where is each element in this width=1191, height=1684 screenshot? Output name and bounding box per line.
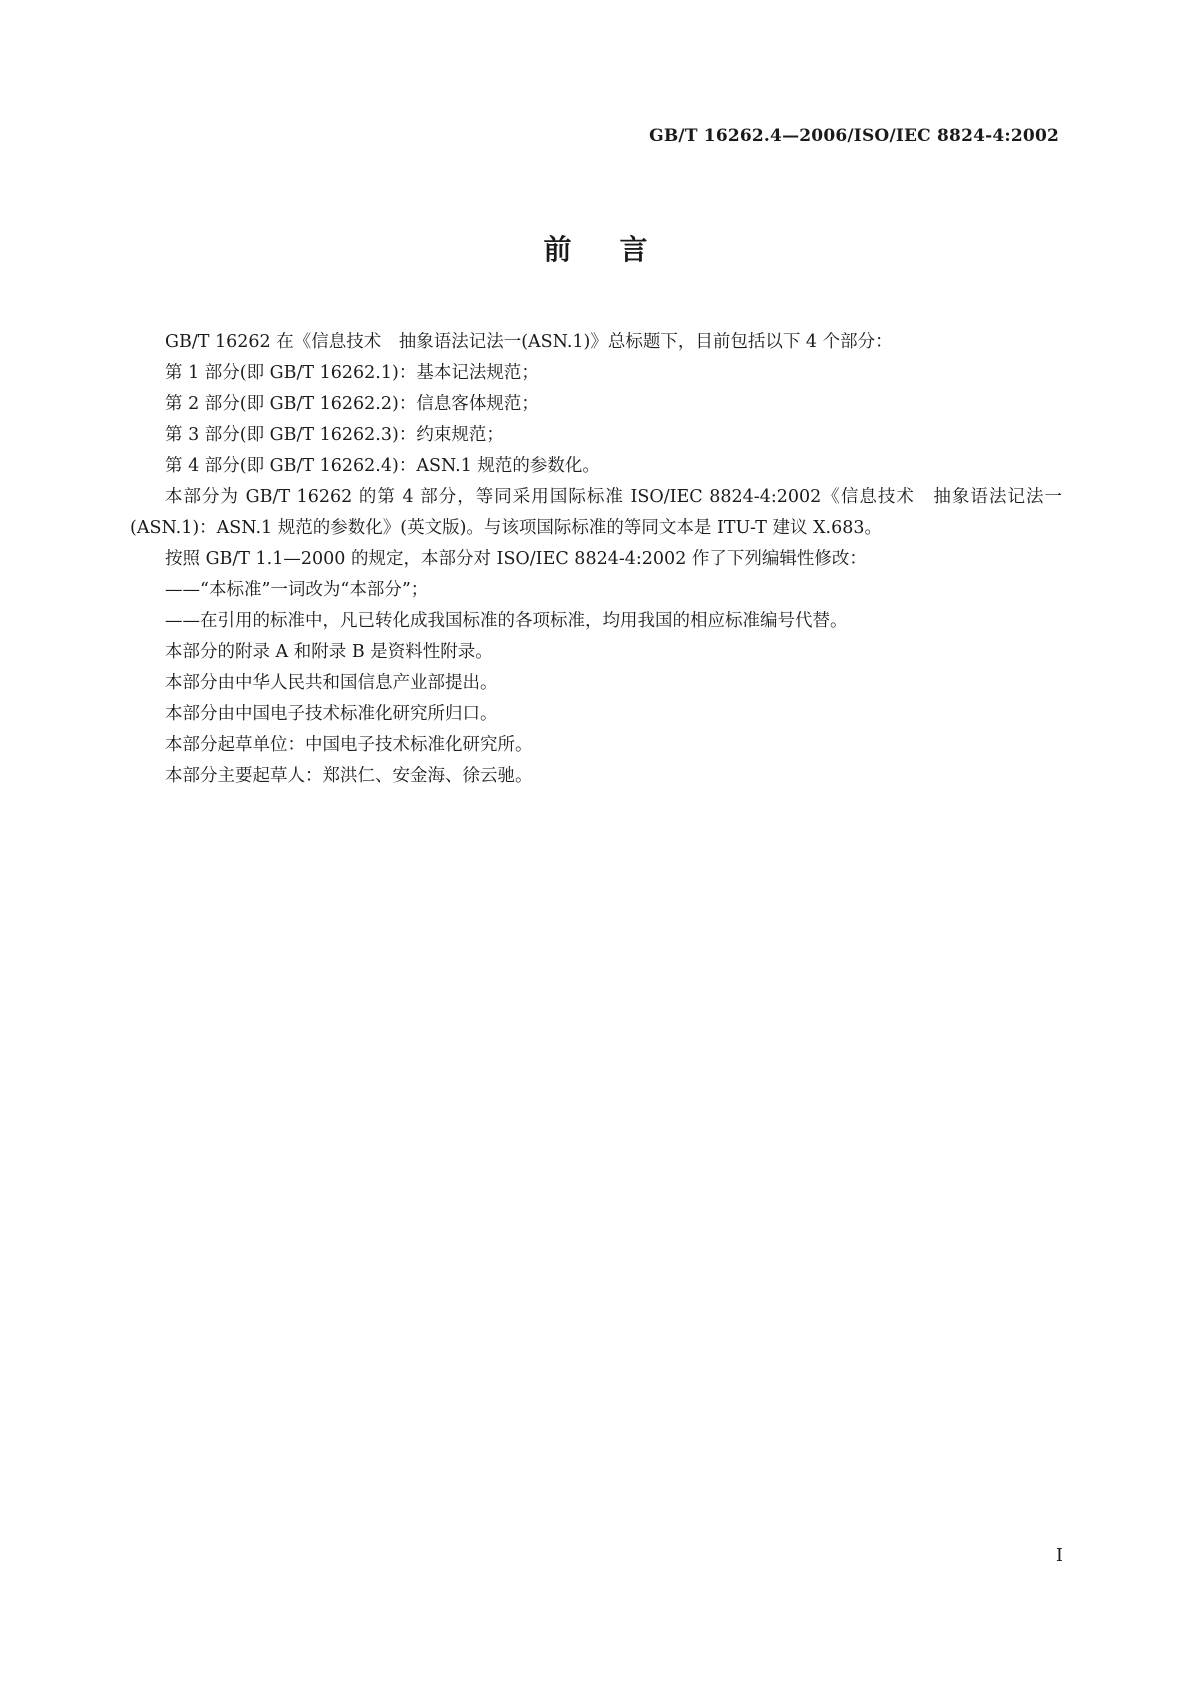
paragraph-drafting-unit: 本部分起草单位：中国电子技术标准化研究所。 bbox=[165, 735, 533, 755]
paragraph-centralized: 本部分由中国电子技术标准化研究所归口。 bbox=[165, 704, 498, 724]
paragraph-drafters: 本部分主要起草人：郑洪仁、安金海、徐云驰。 bbox=[165, 766, 533, 786]
paragraph-intro: GB/T 16262 在《信息技术 抽象语法记法一(ASN.1)》总标题下，目前包括以下 4 个部分： bbox=[165, 332, 893, 352]
paragraph-adoption: 本部分为 GB/T 16262 的第 4 部分，等同采用国际标准 ISO/IEC 8824-4:2002《信息技术 抽象语法记法一(ASN.1)：ASN.1 规范的参数化》(英文版)。与该项国际标准的等同文本是 ITU-T 建议 X.683。 bbox=[130, 487, 1062, 538]
paragraph-part-4: 第 4 部分(即 GB/T 16262.4)：ASN.1 规范的参数化。 bbox=[165, 456, 600, 476]
paragraph-part-2: 第 2 部分(即 GB/T 16262.2)：信息客体规范； bbox=[165, 394, 539, 414]
page-title: 前言 bbox=[543, 233, 696, 266]
paragraph-edit-2: ——在引用的标准中，凡已转化成我国标准的各项标准，均用我国的相应标准编号代替。 bbox=[165, 611, 848, 631]
standard-number-header: GB/T 16262.4—2006/ISO/IEC 8824-4:2002 bbox=[649, 126, 1059, 146]
paragraph-edit-1: ——“本标准”一词改为“本部分”； bbox=[165, 580, 429, 600]
paragraph-proposer: 本部分由中华人民共和国信息产业部提出。 bbox=[165, 673, 498, 693]
page-number: I bbox=[1055, 1545, 1063, 1566]
paragraph-edits-intro: 按照 GB/T 1.1—2000 的规定，本部分对 ISO/IEC 8824-4:2002 作了下列编辑性修改： bbox=[165, 549, 867, 569]
paragraph-part-1: 第 1 部分(即 GB/T 16262.1)：基本记法规范； bbox=[165, 363, 539, 383]
paragraph-part-3: 第 3 部分(即 GB/T 16262.3)：约束规范； bbox=[165, 425, 504, 445]
foreword-body bbox=[130, 327, 1062, 792]
paragraph-annex: 本部分的附录 A 和附录 B 是资料性附录。 bbox=[165, 642, 493, 662]
